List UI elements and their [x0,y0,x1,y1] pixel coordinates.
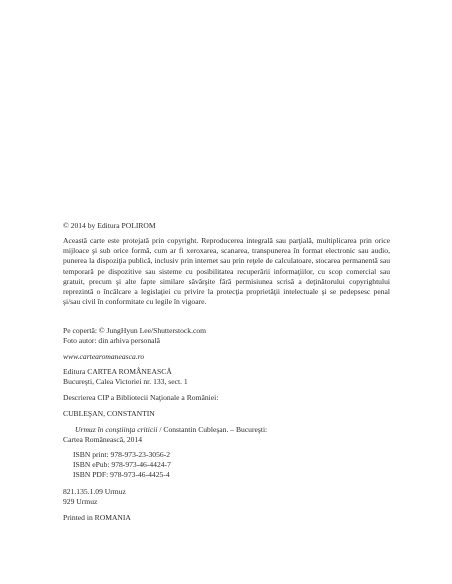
cip-title-line [63,425,402,435]
classification-1: 821.135.1.09 Urmuz [63,487,126,496]
legal-notice-text: Această carte este protejată prin copyright. Reproducerea integrală sau parţială, multiplicarea prin orice mijloace şi sub orice formă, cum ar fi xeroxarea, scanarea, transpunerea în format electronic sau audio, punerea la dispoziţia publică, inclusiv prin internet sau prin reţele de calculatoare, stocarea permanentă sau temporară pe dispozitive sau sisteme cu posibilitatea recuperării informaţiilor, cu scop comercial sau gratuit, precum şi alte fapte similare săvârşite fără permisiunea scrisă a deţinătorului copyrightului reprezintă o încălcare a legislaţiei cu privire la protecţia proprietăţii intelectuale şi se pedepsesc penal şi/sau civil în conformitate cu legile în vigoare. [63,236,390,307]
isbn-pdf: ISBN PDF: 978-973-46-4425-4 [73,470,170,479]
cover-credit: Pe copertă: © JungHyun Lee/Shutterstock.com [63,326,207,335]
isbn-print: ISBN print: 978-973-23-3056-2 [73,450,171,459]
author-photo-credit: Foto autor: din arhiva personală [63,336,161,345]
cip-author: CUBLEŞAN, CONSTANTIN [63,409,155,418]
isbn-epub: ISBN ePub: 978-973-46-4424-7 [73,460,171,469]
publisher-name: Editura CARTEA ROMÂNEASCĂ [63,367,172,376]
legal-notice [63,236,390,307]
copyright-line: © 2014 by Editura POLIROM [63,221,156,230]
printed-in: Printed in ROMANIA [63,513,131,522]
cip-book-title: Urmuz în conştiinţa criticii [75,425,158,434]
classification-2: 929 Urmuz [63,497,98,506]
publisher-website: www.cartearomaneasca.ro [63,352,145,361]
cip-publisher-line: Cartea Românească, 2014 [63,435,143,444]
publisher-address: Bucureşti, Calea Victoriei nr. 133, sect. 1 [63,377,188,386]
cip-heading: Descrierea CIP a Bibliotecii Naţionale a României: [63,393,219,402]
cip-title-rest: / Constantin Cubleşan. – Bucureşti: [157,425,268,434]
